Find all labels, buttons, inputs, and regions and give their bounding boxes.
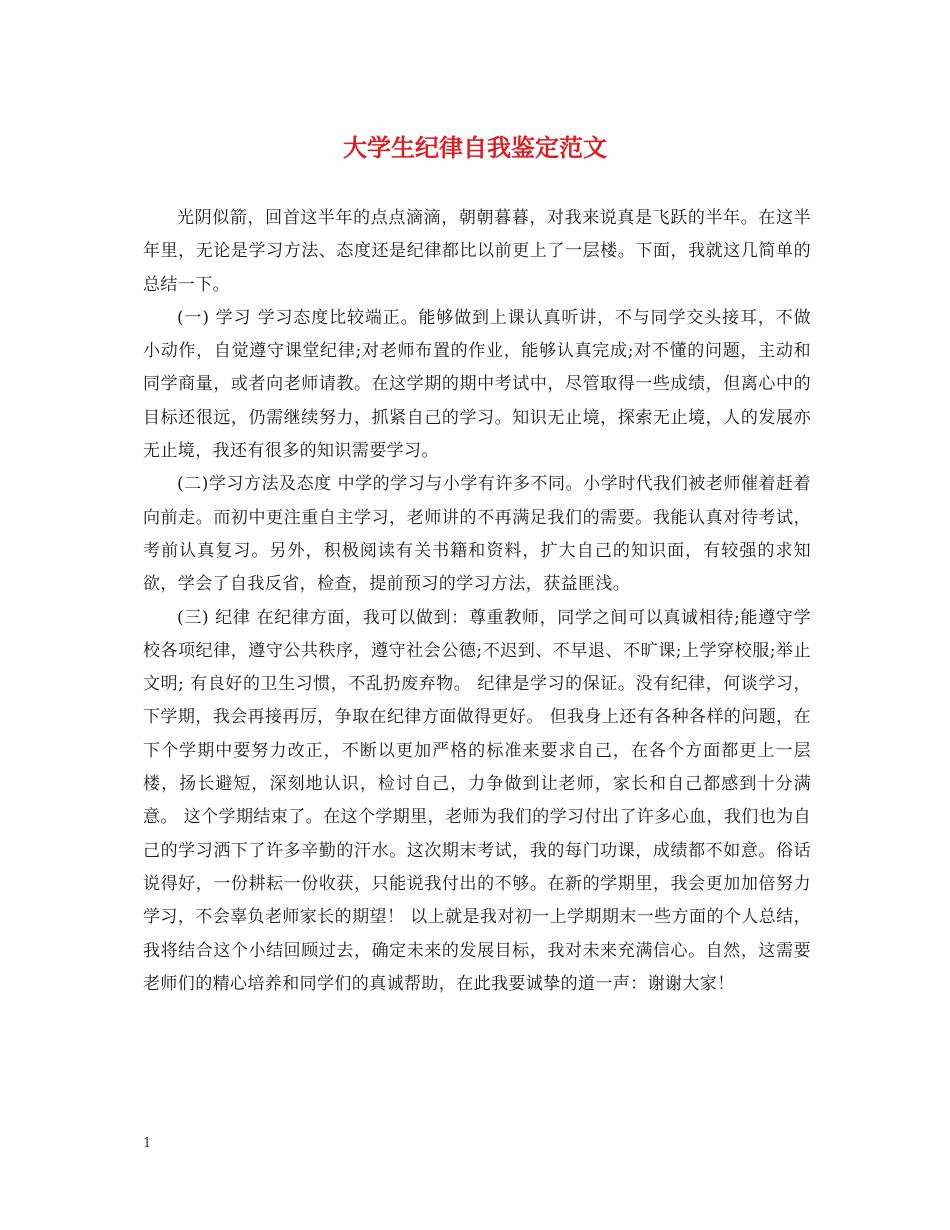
paragraph-study: (一) 学习 学习态度比较端正。能够做到上课认真听讲，不与同学交头接耳，不做小动作，自觉遵守课堂纪律;对老师布置的作业，能够认真完成;对不懂的问题，主动和同学商量，或者向老师请教。在这学期的期中考试中，尽管取得一些成绩，但离心中的目标还很远，仍需继续努力，抓紧自己的学习。知识无止境，探索无止境，人的发展亦无止境，我还有很多的知识需要学习。 xyxy=(143,307,811,462)
document-title: 大学生纪律自我鉴定范文 xyxy=(343,134,607,162)
paragraph-study-method: (二)学习方法及态度 中学的学习与小学有许多不同。小学时代我们被老师催着赶着向前走。而初中更注重自主学习，老师讲的不再满足我们的需要。我能认真对待考试，考前认真复习。另外，积极阅读有关书籍和资料，扩大自己的知识面，有较强的求知欲，学会了自我反省，检查，提前预习的学习方法，获益匪浅。 xyxy=(143,474,811,595)
document-body xyxy=(143,202,811,1001)
paragraph-intro: 光阴似箭，回首这半年的点点滴滴，朝朝暮暮，对我来说真是飞跃的半年。在这半年里，无论是学习方法、态度还是纪律都比以前更上了一层楼。下面，我就这几简单的总结一下。 xyxy=(143,208,811,295)
paragraph-discipline: (三) 纪律 在纪律方面，我可以做到：尊重教师，同学之间可以真诚相待;能遵守学校各项纪律，遵守公共秩序，遵守社会公德;不迟到、不早退、不旷课;上学穿校服;举止文明; 有良好的卫生习惯，不乱扔废弃物。 纪律是学习的保证。没有纪律，何谈学习，下学期，我会再接再厉，争取在纪律方面做得更好。 但我身上还有各种各样的问题，在下个学期中要努力改正，不断以更加严格的标准来要求自己，在各个方面都更上一层楼，扬长避短，深刻地认识，检讨自己，力争做到让老师，家长和自己都感到十分满意。 这个学期结束了。在这个学期里，老师为我们的学习付出了许多心血，我们也为自己的学习洒下了许多辛勤的汗水。这次期末考试，我的每门功课，成绩都不如意。俗话说得好，一份耕耘一份收获，只能说我付出的不够。在新的学期里，我会更加加倍努力学习，不会辜负老师家长的期望！ 以上就是我对初一上学期期末一些方面的个人总结，我将结合这个小结回顾过去，确定未来的发展目标，我对未来充满信心。自然，这需要老师们的精心培养和同学们的真诚帮助，在此我要诚挚的道一声：谢谢大家！ xyxy=(143,607,811,994)
page-number: 1 xyxy=(143,1136,152,1151)
